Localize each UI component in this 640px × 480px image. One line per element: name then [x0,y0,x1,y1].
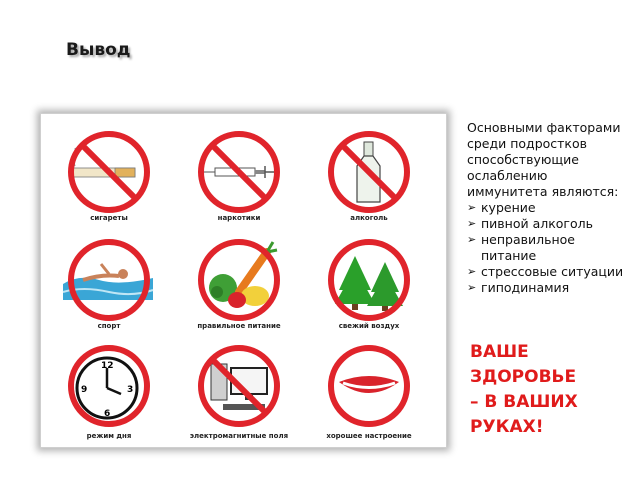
list-item: ➢ гиподинамия [467,280,627,296]
cigarette-icon [73,148,135,177]
list-item: ➢ курение [467,200,627,216]
poster-cell-cigarettes [49,126,169,226]
cell-label: спорт [97,322,121,330]
cell-label: электромагнитные поля [189,432,289,440]
risk-factors-text [467,120,627,296]
poster-cell-alcohol [309,126,429,226]
prohibition-sign [331,242,407,318]
cell-label: режим дня [86,432,132,440]
poster-cell-drugs [179,126,299,226]
slogan: ВАШЕ ЗДОРОВЬЕ – В ВАШИХ РУКАХ! [470,342,578,437]
cell-label: алкоголь [350,214,388,222]
cell-label: хорошее настроение [326,432,412,440]
fir-trees-icon [335,256,403,311]
cell-label: правильное питание [197,322,281,330]
poster-cell-daily-routine [49,340,169,440]
poster-cell-sport [49,234,169,334]
cell-label: сигареты [90,214,128,222]
list-item: ➢ пивной алкоголь [467,216,627,232]
cell-label: наркотики [217,214,261,222]
risk-factors-intro: Основными факторами среди подростков способствующие ослаблению иммунитета являются: [467,120,621,199]
poster-cell-good-mood [309,340,429,440]
poster-cell-em-fields [179,340,299,440]
poster-cell-fresh-air [309,234,429,334]
cell-label: свежий воздух [338,322,400,330]
svg-text:9: 9 [81,385,88,395]
clock-icon [77,358,137,419]
list-item: ➢ неправильное питание [467,232,627,264]
health-factors-poster [40,113,447,448]
slide-title: Вывод [66,40,131,60]
svg-text:12: 12 [101,361,114,371]
list-item: ➢ стрессовые ситуации [467,264,627,280]
svg-text:3: 3 [127,385,134,395]
svg-text:6: 6 [104,409,111,419]
smile-icon [339,376,399,393]
risk-factors-list [467,200,627,296]
poster-cell-nutrition [179,234,299,334]
